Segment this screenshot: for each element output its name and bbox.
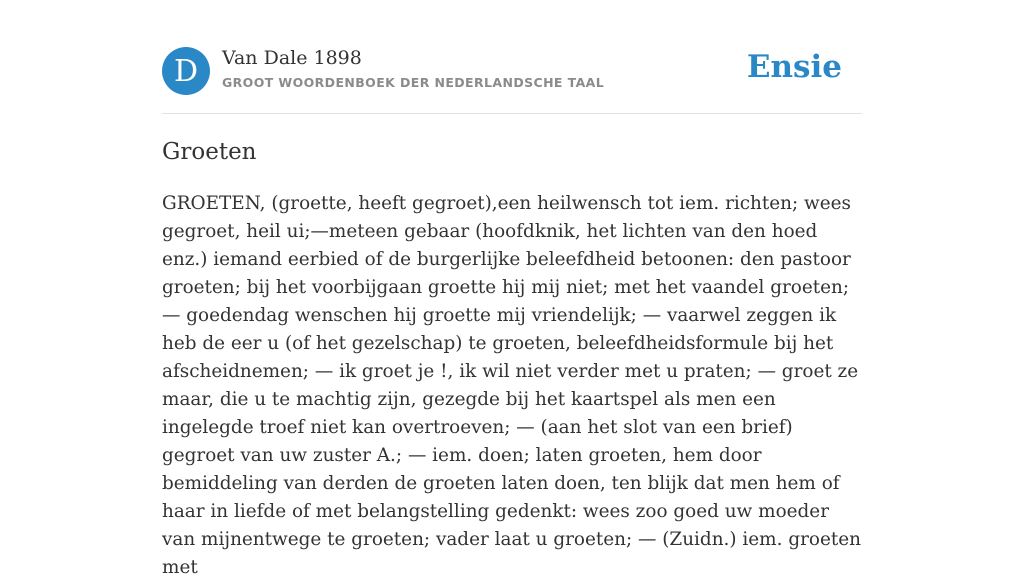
entry-title: Groeten [162, 139, 257, 165]
header-divider [162, 113, 862, 114]
ensie-brand-link[interactable]: Ensie [746, 49, 842, 85]
site-header [162, 46, 862, 96]
source-title[interactable]: Van Dale 1898 [222, 47, 362, 69]
dictionary-logo-badge[interactable]: D [162, 47, 210, 95]
entry-definition-text: GROETEN, (groette, heeft gegroet),een heilwensch tot iem. richten; wees gegroet, heil ui;—meteen gebaar (hoofdknik, het lichten van den hoed enz.) iemand eerbied of de burgerlijke beleefdheid betoonen: den pastoor groeten; bij het voorbijgaan groette hij mij niet; met het vaandel groeten; — goedendag wenschen hij groette mij vriendelijk; — vaarwel zeggen ik heb de eer u (of het gezelschap) te groeten, beleefdheidsformule bij het afscheidnemen; — ik groet je !, ik wil niet verder met u praten; — groet ze maar, die u te machtig zijn, gezegde bij het kaartspel als men een ingelegde troef niet kan overtroeven; — (aan het slot van een brief) gegroet van uw zuster A.; — iem. doen; laten groeten, hem door bemiddeling van derden de groeten laten doen, ten blijk dat men hem of haar in liefde of met belangstelling gedenkt: wees zoo goed uw moeder van mijnentwege te groeten; vader laat u groeten; — (Zuidn.) iem. groeten met [162, 193, 861, 578]
source-subtitle: GROOT WOORDENBOEK DER NEDERLANDSCHE TAAL [222, 75, 605, 90]
